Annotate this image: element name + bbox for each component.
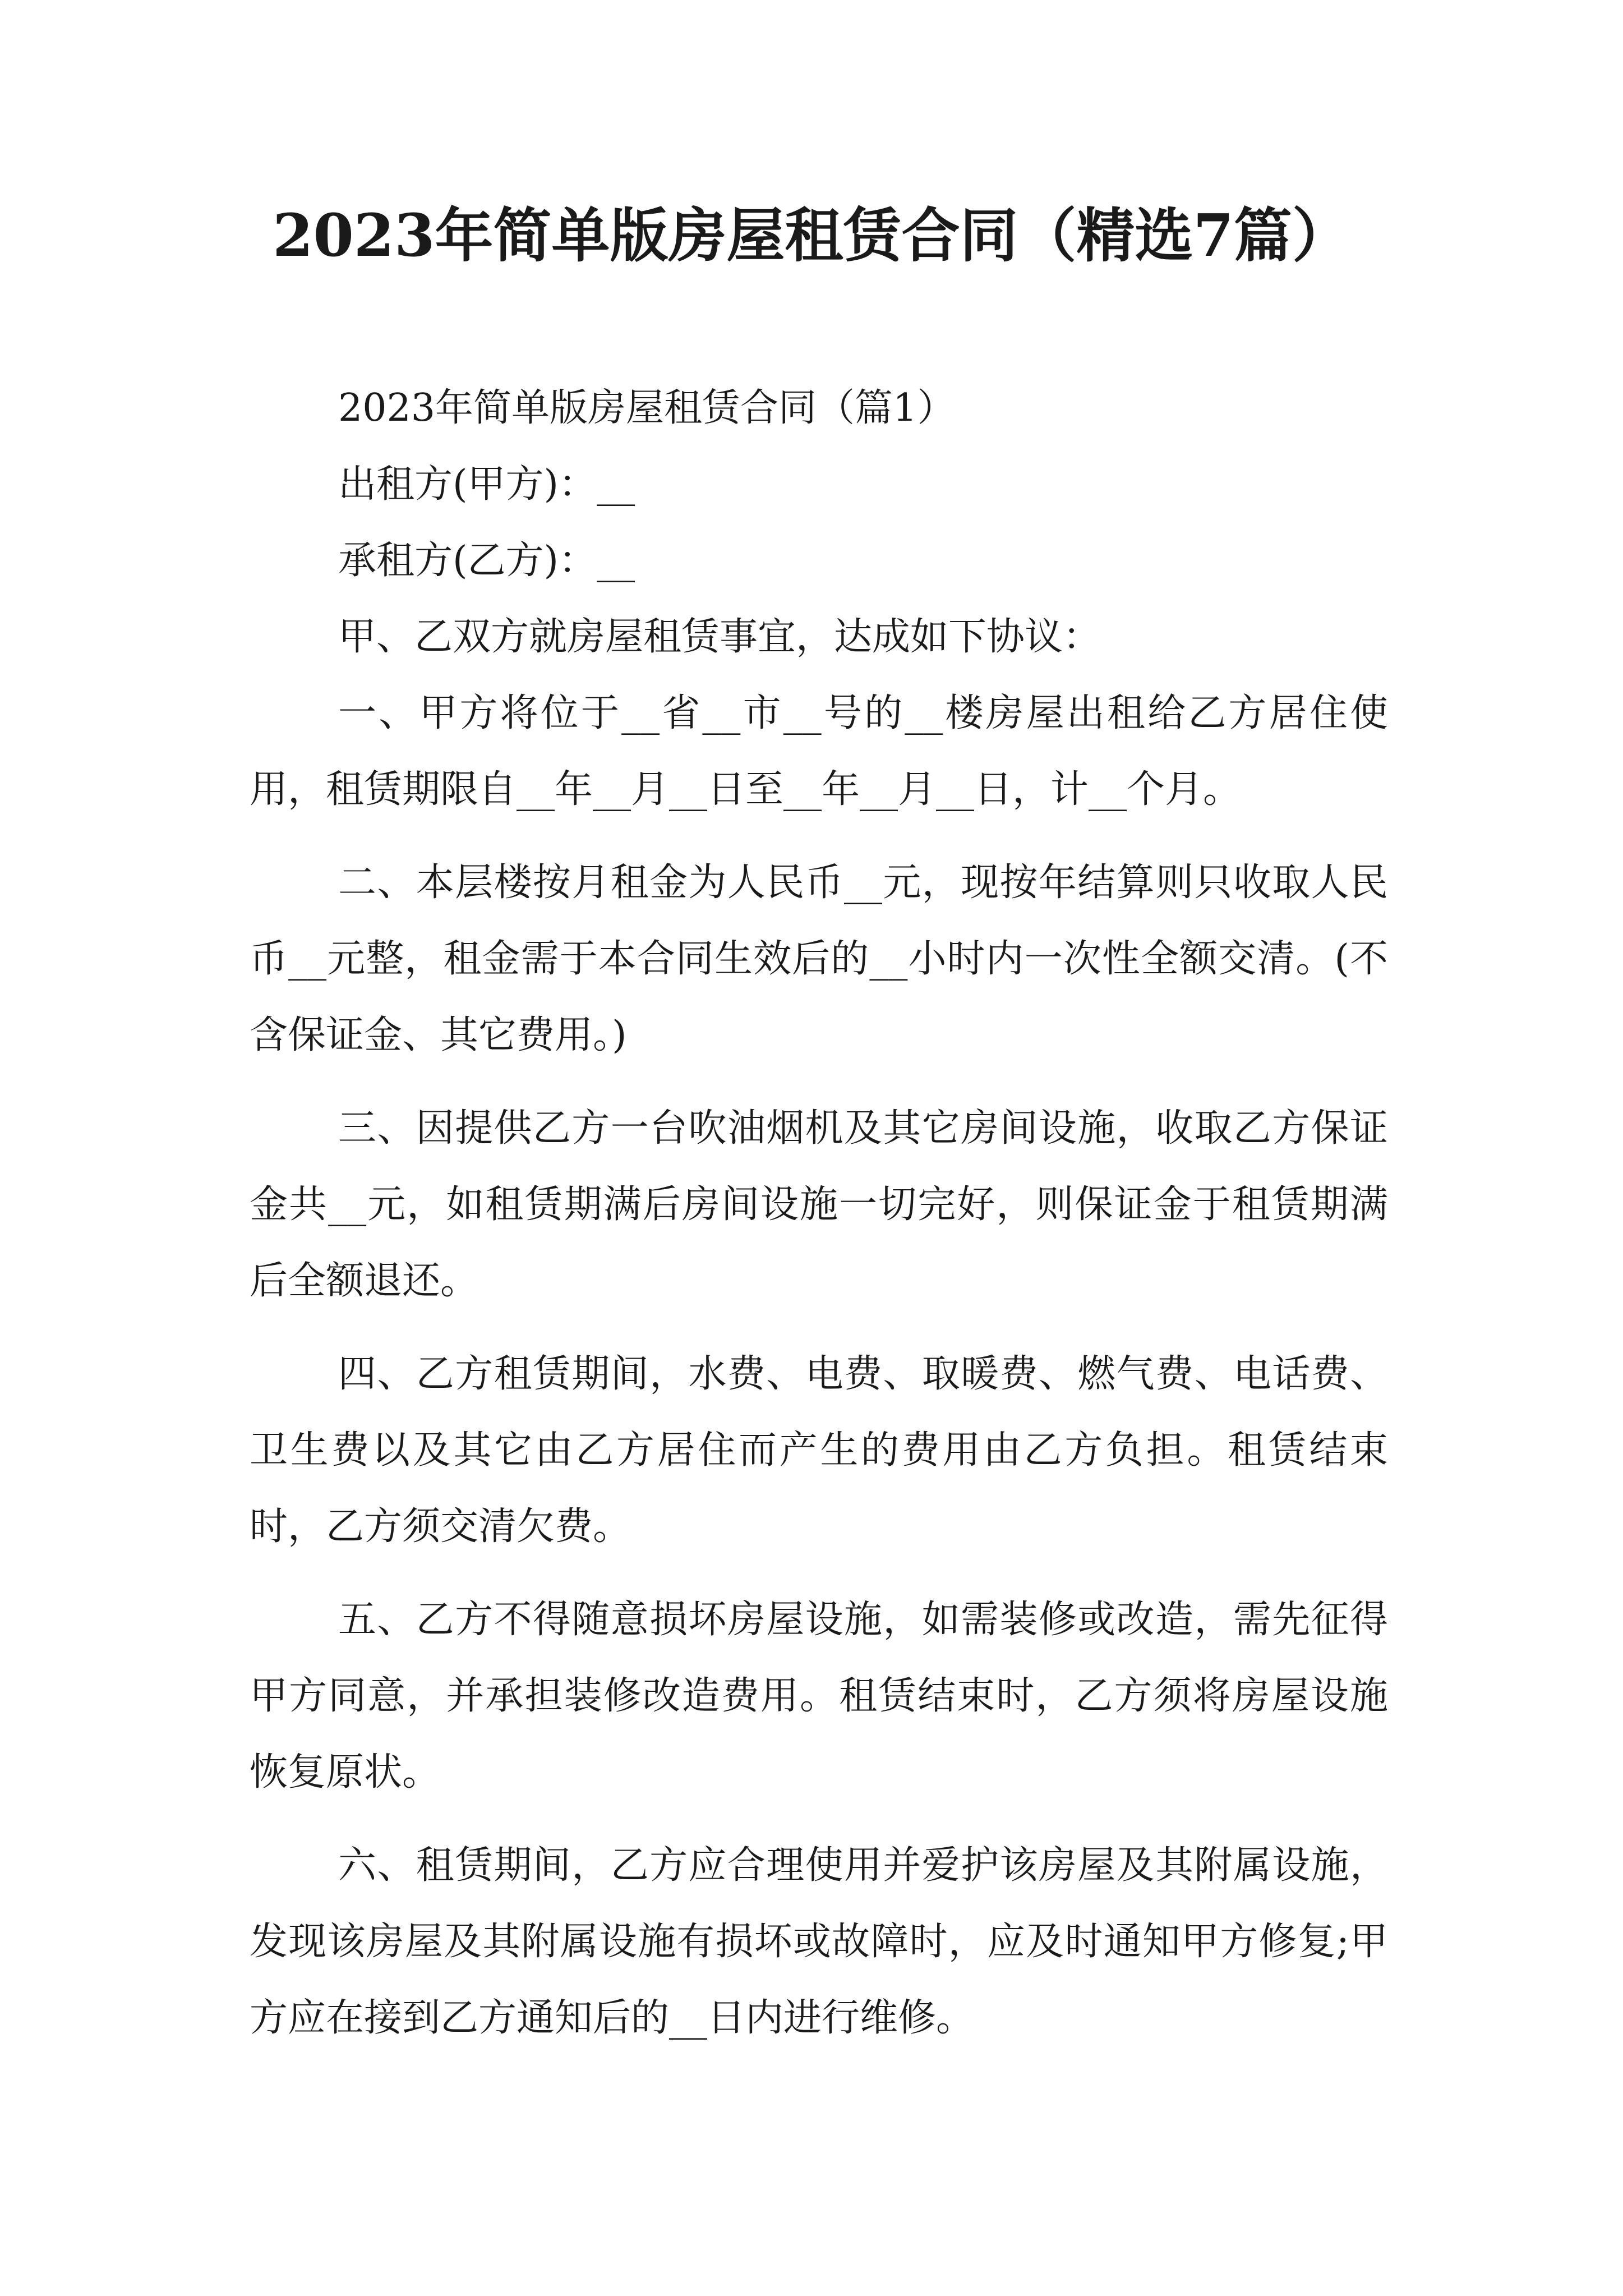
clause-4: 四、乙方租赁期间，水费、电费、取暖费、燃气费、电话费、卫生费以及其它由乙方居住而产生的费用由乙方负担。租赁结束时，乙方须交清欠费。 [250, 1352, 1388, 1549]
clause-2: 二、本层楼按月租金为人民币__元，现按年结算则只收取人民币__元整，租金需于本合同生效后的__小时内一次性全额交清。(不含保证金、其它费用。) [250, 861, 1388, 1057]
clause-3: 三、因提供乙方一台吹油烟机及其它房间设施，收取乙方保证金共__元，如租赁期满后房间设施一切完好，则保证金于租赁期满后全额退还。 [250, 1106, 1388, 1303]
document-body [250, 370, 1388, 2056]
clause-5: 五、乙方不得随意损坏房屋设施，如需装修或改造，需先征得甲方同意，并承担装修改造费用。租赁结束时，乙方须将房屋设施恢复原状。 [250, 1598, 1388, 1795]
section-heading: 2023年简单版房屋租赁合同（篇1） [338, 386, 956, 430]
clause-1: 一、甲方将位于__省__市__号的__楼房屋出租给乙方居住使用，租赁期限自__年__月__日至__年__月__日，计__个月。 [250, 691, 1388, 812]
agreement-intro: 甲、乙双方就房屋租赁事宜，达成如下协议： [338, 615, 1101, 659]
clause-6: 六、租赁期间，乙方应合理使用并爱护该房屋及其附属设施，发现该房屋及其附属设施有损坏或故障时，应及时通知甲方修复;甲方应在接到乙方通知后的__日内进行维修。 [250, 1843, 1388, 2040]
document-title: 2023年简单版房屋租赁合同（精选7篇） [273, 201, 1350, 270]
lessee-line: 承租方(乙方)：__ [338, 539, 635, 583]
lessor-line: 出租方(甲方)：__ [338, 462, 635, 507]
